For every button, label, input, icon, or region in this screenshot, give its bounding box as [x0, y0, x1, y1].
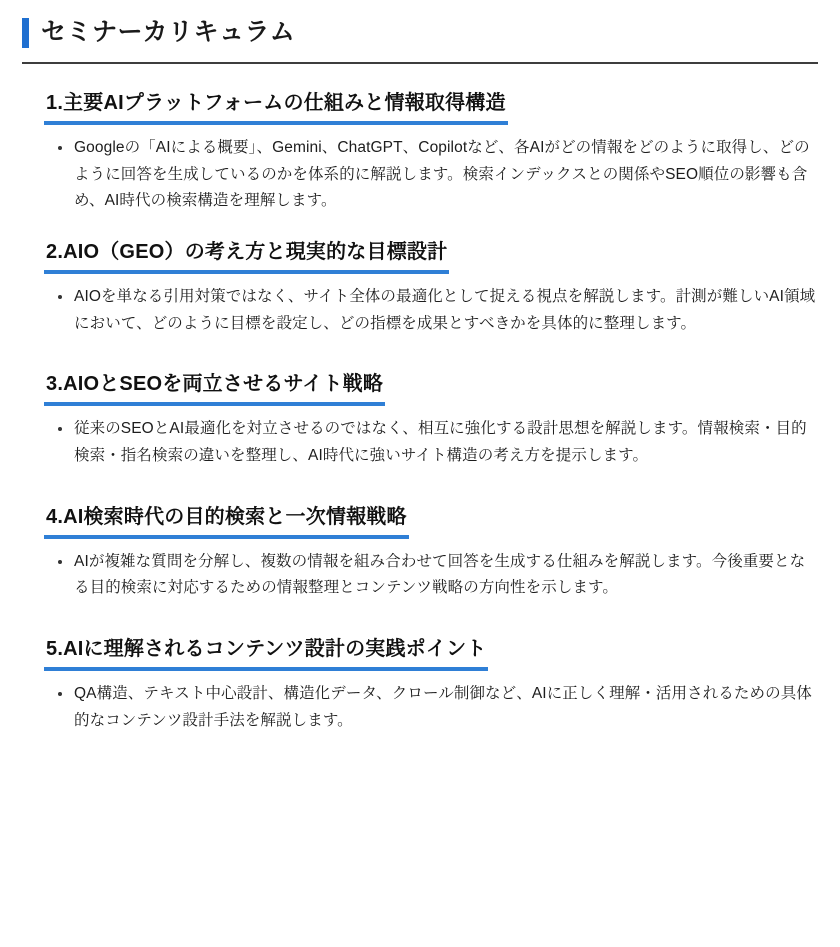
curriculum-section — [22, 636, 818, 734]
section-heading: 3.AIOとSEOを両立させるサイト戦略 — [44, 371, 385, 406]
header-accent-bar — [22, 18, 29, 48]
bullet-item: Googleの「AIによる概要」、Gemini、ChatGPT、Copilotなど、各AIがどの情報をどのように取得し、どのように回答を生成しているのかを体系的に解説します。検索インデックスとの関係やSEO順位の影響も含め、AI時代の検索構造を理解します。 — [22, 135, 818, 215]
document-page — [0, 18, 840, 947]
section-bullets — [22, 549, 818, 602]
section-bullets — [22, 135, 818, 215]
section-bullets — [22, 416, 818, 469]
bullet-item: 従来のSEOとAI最適化を対立させるのではなく、相互に強化する設計思想を解説します。情報検索・目的検索・指名検索の違いを整理し、AI時代に強いサイト構造の考え方を提示します。 — [22, 416, 818, 469]
curriculum-section — [22, 371, 818, 469]
curriculum-section — [22, 504, 818, 602]
section-heading: 5.AIに理解されるコンテンツ設計の実践ポイント — [44, 636, 488, 671]
bullet-item: QA構造、テキスト中心設計、構造化データ、クロール制御など、AIに正しく理解・活用されるための具体的なコンテンツ設計手法を解説します。 — [22, 681, 818, 734]
section-bullets — [22, 284, 818, 337]
curriculum-section — [22, 239, 818, 337]
bullet-item: AIが複雑な質問を分解し、複数の情報を組み合わせて回答を生成する仕組みを解説します。今後重要となる目的検索に対応するための情報整理とコンテンツ戦略の方向性を示します。 — [22, 549, 818, 602]
page-header — [22, 18, 818, 64]
section-heading: 2.AIO（GEO）の考え方と現実的な目標設計 — [44, 239, 449, 274]
page-title: セミナーカリキュラム — [41, 18, 296, 47]
curriculum-list — [22, 64, 818, 734]
section-bullets — [22, 681, 818, 734]
section-heading: 1.主要AIプラットフォームの仕組みと情報取得構造 — [44, 90, 508, 125]
section-heading: 4.AI検索時代の目的検索と一次情報戦略 — [44, 504, 409, 539]
bullet-item: AIOを単なる引用対策ではなく、サイト全体の最適化として捉える視点を解説します。計測が難しいAI領域において、どのように目標を設定し、どの指標を成果とすべきかを具体的に整理します。 — [22, 284, 818, 337]
curriculum-section — [22, 90, 818, 215]
